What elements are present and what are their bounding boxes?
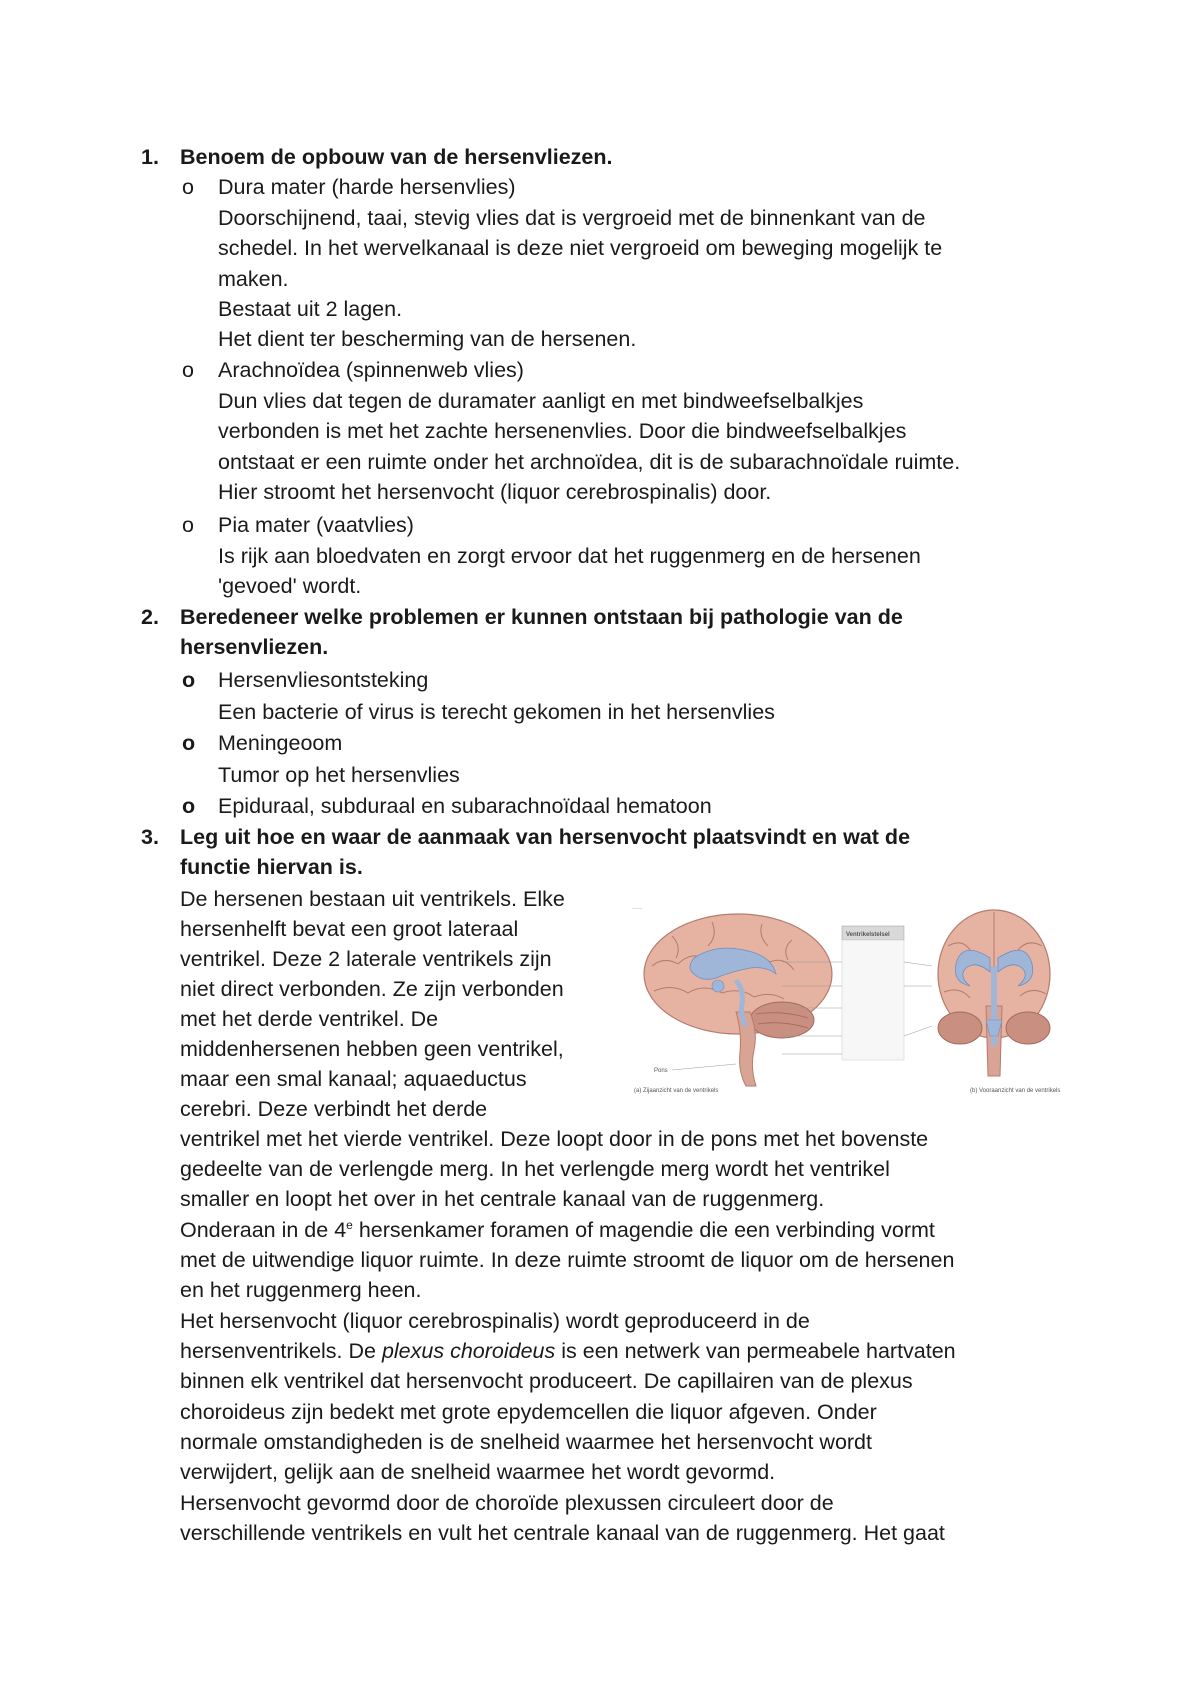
text-line: verschillende ventrikels en vult het centrale kanaal van de ruggenmerg. Het gaat <box>180 1521 945 1545</box>
text-line: 'gevoed' wordt. <box>218 574 362 599</box>
bullet-icon: o <box>182 513 194 537</box>
question-title-line: Beredeneer welke problemen er kunnen ontstaan bij pathologie van de <box>180 605 903 629</box>
text-line: ventrikel met het vierde ventrikel. Deze loopt door in de pons met het bovenste <box>180 1127 929 1151</box>
question-title: Benoem de opbouw van de hersenvliezen. <box>180 145 613 169</box>
text-line: verwijdert, gelijk aan de snelheid waarmee het wordt gevormd. <box>180 1460 776 1484</box>
text-line: met het derde ventrikel. De <box>180 1007 439 1031</box>
question-number: 2. <box>141 605 159 629</box>
text-line: choroideus zijn bedekt met grote epydemcellen die liquor afgeven. Onder <box>180 1400 877 1424</box>
text-segment: is een netwerk van permeabele hartvaten <box>555 1339 956 1363</box>
bullet-icon: o <box>182 668 196 692</box>
question-1-heading <box>141 142 1081 172</box>
text-line: Is rijk aan bloedvaten en zorgt ervoor dat het ruggenmerg en de hersenen <box>218 544 921 568</box>
text-line: smaller en loopt het over in het centrale kanaal van de ruggenmerg. <box>180 1187 825 1211</box>
arachnoidea-description <box>218 386 1078 507</box>
text-line: verbonden is met het zachte hersenenvlies. Door die bindweefselbalkjes <box>218 419 907 444</box>
arachnoidea-heading: Arachnoïdea (spinnenweb vlies) <box>218 358 524 382</box>
bullet-icon: o <box>182 358 194 382</box>
question-number: 3. <box>141 825 159 849</box>
text-line: Bestaat uit 2 lagen. <box>218 296 403 321</box>
question-number: 1. <box>141 145 159 169</box>
text-line: hersenhelft bevat een groot lateraal <box>180 917 519 941</box>
question-title-line: Leg uit hoe en waar de aanmaak van hersenvocht plaatsvindt en wat de <box>180 825 911 849</box>
text-line: ontstaat er een ruimte onder het archnoïdea, dit is de subarachnoïdale ruimte. <box>218 449 961 474</box>
text-line: maken. <box>218 266 289 291</box>
text-line: gedeelte van de verlengde merg. In het verlengde merg wordt het ventrikel <box>180 1157 890 1181</box>
text-line: Hersenvocht gevormd door de choroïde plexussen circuleert door de <box>180 1491 834 1515</box>
text-line: niet direct verbonden. Ze zijn verbonden <box>180 977 564 1001</box>
text-line: cerebri. Deze verbindt het derde <box>180 1097 488 1121</box>
dura-mater-heading: Dura mater (harde hersenvlies) <box>218 175 516 199</box>
text-line: normale omstandigheden is de snelheid waarmee het hersenvocht wordt <box>180 1430 872 1454</box>
text-line: Het dient ter bescherming van de hersenen. <box>218 327 637 352</box>
question-3-heading <box>141 822 1081 883</box>
text-line: maar een smal kanaal; aquaeductus <box>180 1067 527 1091</box>
dura-mater-description <box>218 203 1078 354</box>
lateral-brain-illustration <box>632 906 832 1094</box>
text-line: Hier stroomt het hersenvocht (liquor cerebrospinalis) door. <box>218 479 772 504</box>
text-line: middenhersenen hebben geen ventrikel, <box>180 1037 564 1061</box>
pathology-item-text: Een bacterie of virus is terecht gekomen in het hersenvlies <box>218 700 775 724</box>
text-line: binnen elk ventrikel dat hersenvocht produceert. De capillairen van de plexus <box>180 1369 913 1393</box>
text-line: De hersenen bestaan uit ventrikels. Elke <box>180 887 565 911</box>
text-line: Doorschijnend, taai, stevig vlies dat is vergroeid met de binnenkant van de <box>218 206 926 230</box>
pathology-item-text: Tumor op het hersenvlies <box>218 763 460 787</box>
text-line <box>180 1336 956 1366</box>
brain-ventricle-figure <box>632 896 1094 1100</box>
bullet-icon: o <box>182 794 196 818</box>
pia-mater-description <box>218 541 1078 602</box>
pathology-item-heading: Meningeoom <box>218 731 343 755</box>
figure-label-placeholder: ····· <box>632 906 642 912</box>
question-2-heading <box>141 602 1081 663</box>
bullet-icon: o <box>182 175 194 199</box>
text-line: schedel. In het wervelkanaal is deze niet vergroeid om beweging mogelijk te <box>218 236 943 261</box>
figure-caption-left: (a) Zijaanzicht van de ventrikels <box>634 1088 719 1094</box>
text-line: en het ruggenmerg heen. <box>180 1278 422 1302</box>
text-line: Dun vlies dat tegen de duramater aanligt en met bindweefselbalkjes <box>218 389 864 413</box>
text-segment: hersenventrikels. De <box>180 1339 382 1363</box>
text-line: Het hersenvocht (liquor cerebrospinalis) wordt geproduceerd in de <box>180 1309 810 1333</box>
legend-title: Ventrikelstelsel <box>846 932 890 938</box>
text-line: met de uitwendige liquor ruimte. In deze ruimte stroomt de liquor om de hersenen <box>180 1248 955 1272</box>
superscript: e <box>346 1217 353 1232</box>
pia-mater-heading: Pia mater (vaatvlies) <box>218 513 414 537</box>
bullet-icon: o <box>182 731 196 755</box>
figure-caption-right: (b) Vooraanzicht van de ventrikels <box>970 1088 1061 1094</box>
text-segment: Onderaan in de 4 <box>180 1218 347 1242</box>
text-segment: hersenkamer foramen of magendie die een verbinding vormt <box>352 1218 935 1242</box>
text-line <box>180 1215 935 1245</box>
text-line: ventrikel. Deze 2 laterale ventrikels zijn <box>180 947 552 971</box>
frontal-brain-illustration <box>938 910 1060 1094</box>
pathology-item-heading: Hersenvliesontsteking <box>218 668 429 692</box>
italic-term: plexus choroideus <box>381 1339 556 1363</box>
question-title-line: hersenvliezen. <box>180 635 329 660</box>
figure-label-pons: Pons <box>654 1068 668 1074</box>
pathology-item-heading: Epiduraal, subduraal en subarachnoïdaal hematoon <box>218 794 712 818</box>
question-title-line: functie hiervan is. <box>180 855 363 880</box>
